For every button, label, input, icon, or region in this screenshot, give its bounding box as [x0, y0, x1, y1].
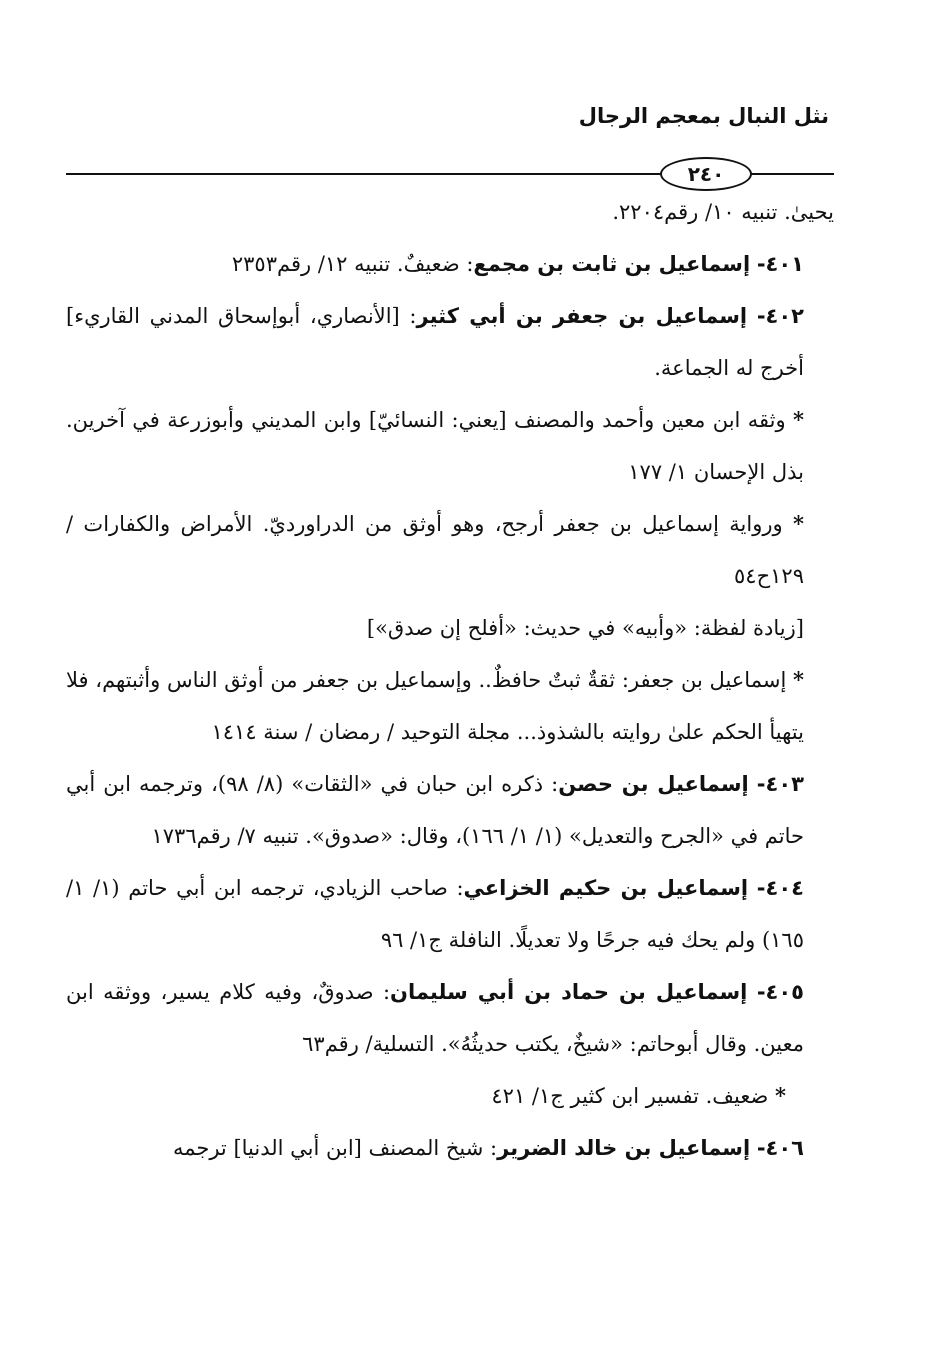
star-marker: * [793, 407, 804, 432]
entry-text: : [الأنصاري، أبوإسحاق المدني القاريء] أخرج له الجماعة. [66, 304, 804, 380]
entry-404 [66, 862, 834, 966]
bracket-text: [زيادة لفظة: «وأبيه» في حديث: «أفلح إن صدق»] [366, 616, 804, 640]
star-marker: * [793, 667, 804, 692]
subheading-bracket [66, 602, 834, 654]
entry-406 [66, 1122, 834, 1174]
entry-text: : صدوقٌ، وفيه كلام يسير، ووثقه ابن معين. وقال أبوحاتم: «شيخٌ، يكتب حديثُهُ». التسلية/ رقم٦٣ [66, 980, 804, 1056]
paragraph-continuation: يحيىٰ. تنبيه ١٠/ رقم٢٢٠٤. [612, 200, 834, 224]
note-text: ضعيف. تفسير ابن كثير ج١/ ٤٢١ [491, 1084, 769, 1108]
book-title: نثل النبال بمعجم الرجال [578, 104, 829, 128]
narrator-name: إسماعيل بن حماد بن أبي سليمان [390, 980, 748, 1004]
entry-number: ٤٠٣- [756, 772, 804, 796]
note-text: ورواية إسماعيل بن جعفر أرجح، وهو أوثق من الدراورديّ. الأمراض والكفارات / ١٢٩ح٥٤ [66, 512, 804, 588]
narrator-name: إسماعيل بن حصن [558, 772, 749, 796]
narrator-name: إسماعيل بن ثابت بن مجمع [473, 252, 751, 276]
note-paragraph [66, 394, 834, 498]
note-paragraph [66, 1070, 834, 1122]
note-paragraph [66, 654, 834, 758]
entry-number: ٤٠٦- [756, 1136, 804, 1160]
note-text: وثقه ابن معين وأحمد والمصنف [يعني: النسائيّ] وابن المديني وأبوزرعة في آخرين. بذل الإحسان ١/ ١٧٧ [66, 408, 804, 484]
note-paragraph [66, 498, 834, 602]
page-body [66, 186, 834, 1174]
entry-401 [66, 238, 834, 290]
entry-text: : ضعيفٌ. تنبيه ١٢/ رقم٢٣٥٣ [231, 252, 474, 276]
entry-text: : ذكره ابن حبان في «الثقات» (٨/ ٩٨)، وترجمه ابن أبي حاتم في «الجرح والتعديل» (١/ ١/ ١٦٦)، وقال: «صدوق». تنبيه ٧/ رقم١٧٣٦ [66, 772, 804, 848]
entry-402 [66, 290, 834, 394]
entry-text: : شيخ المصنف [ابن أبي الدنيا] ترجمه [172, 1136, 498, 1160]
narrator-name: إسماعيل بن حكيم الخزاعي [463, 876, 749, 900]
entry-403 [66, 758, 834, 862]
entry-text: : صاحب الزيادي، ترجمه ابن أبي حاتم (١/ ١/ ١٦٥) ولم يحك فيه جرحًا ولا تعديلًا. النافلة ج١/ ٩٦ [66, 876, 804, 952]
entry-number: ٤٠٢- [756, 304, 804, 328]
entry-number: ٤٠٥- [756, 980, 804, 1004]
entry-number: ٤٠٤- [756, 876, 804, 900]
entry-number: ٤٠١- [756, 252, 804, 276]
star-marker: * [793, 511, 804, 536]
entry-405 [66, 966, 834, 1070]
star-marker: * [775, 1083, 786, 1108]
page-number: ٢٤٠ [660, 157, 752, 191]
narrator-name: إسماعيل بن جعفر بن أبي كثير [416, 304, 748, 328]
note-text: إسماعيل بن جعفر: ثقةٌ ثبتٌ حافظٌ.. وإسماعيل بن جعفر من أوثق الناس وأثبتهم، فلا يتهيأ الحكم علىٰ روايته بالشذوذ... مجلة التوحيد / رمضان / سنة ١٤١٤ [66, 668, 804, 744]
narrator-name: إسماعيل بن خالد الضرير [497, 1136, 751, 1160]
